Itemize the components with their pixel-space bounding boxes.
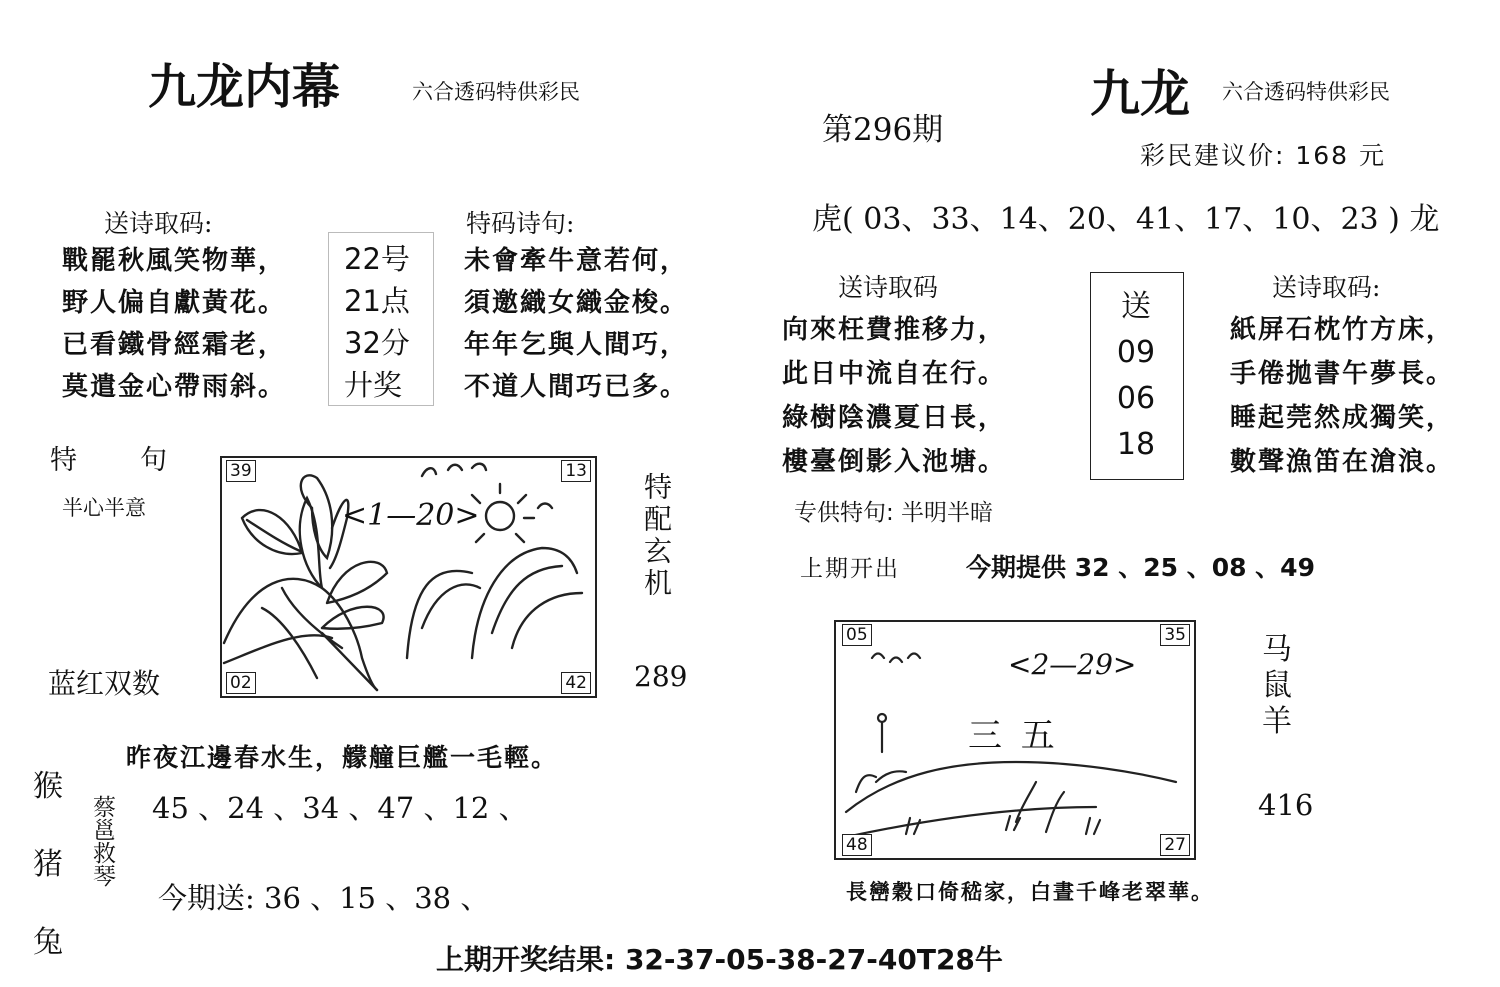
corner-br: 42 — [561, 672, 591, 694]
poem-line: 此日中流自在行。 — [782, 359, 1007, 389]
right-special: 专供特句: 半明半暗 — [794, 500, 994, 526]
poem-line: 手倦拋書午夢長。 — [1230, 359, 1455, 389]
left-title: 九龙内幕 — [148, 59, 341, 115]
zodiac-item: 羊 — [1262, 704, 1292, 739]
right-picture — [834, 620, 1196, 860]
send-list — [1090, 284, 1182, 468]
special-text: 半心半意 — [62, 496, 146, 520]
color-label: 蓝红双数 — [48, 667, 161, 700]
corner-bl: 48 — [842, 834, 872, 856]
left-subtitle: 六合透码特供彩民 — [412, 80, 580, 104]
footer-result: 上期开奖结果: 32-37-05-38-27-40T28牛 — [436, 943, 1003, 976]
right-poemB-heading: 送诗取码: — [1272, 273, 1381, 302]
corner-tr: 35 — [1160, 624, 1190, 646]
left-poem1 — [62, 240, 286, 408]
side-zodiac — [1262, 632, 1292, 740]
right-poemB — [1230, 308, 1454, 484]
provide: 今期提供 32 、25 、08 、49 — [966, 553, 1315, 582]
zodiac-line: 虎( 03、33、14、20、41、17、10、23 ) 龙 — [812, 202, 1440, 237]
send-item: 送 — [1121, 289, 1151, 324]
price: 彩民建议价: 168 元 — [1140, 141, 1387, 170]
pic-text: 三 五 — [968, 716, 1059, 756]
left-numbers2: 今期送: 36 、15 、38 、 — [158, 881, 490, 915]
send-item: 06 — [1116, 381, 1156, 416]
corner-br: 27 — [1160, 834, 1190, 856]
poem-line: 已看鐵骨經霜老， — [62, 330, 287, 360]
zodiac-item: 猴 — [33, 769, 63, 804]
poem-line: 向來枉費推移力， — [782, 315, 1007, 345]
left-poem2 — [464, 240, 688, 408]
issue-number: 第296期 — [822, 112, 944, 148]
poem-line: 須邀織女織金梭。 — [464, 288, 689, 318]
right-side-number: 416 — [1258, 788, 1314, 822]
poem-line: 樓臺倒影入池塘。 — [782, 447, 1007, 477]
left-poem1-heading: 送诗取码: — [104, 209, 213, 238]
right-poemA-heading: 送诗取码 — [838, 273, 939, 302]
poem-line: 野人偏自獻黃花。 — [62, 288, 287, 318]
hint-vertical: 蔡邕救琴 — [89, 795, 115, 887]
corner-tl: 05 — [842, 624, 872, 646]
zodiac-item: 马 — [1262, 632, 1292, 667]
right-poemA — [782, 308, 1006, 484]
zodiac-item: 兔 — [33, 925, 63, 960]
left-numbers1: 45 、24 、34 、47 、12 、 — [152, 791, 528, 825]
clue-list — [344, 238, 410, 406]
special-label: 特 句 — [50, 445, 185, 476]
plant-sketch — [222, 458, 595, 696]
pic-scribble: <2—29> — [1008, 648, 1137, 681]
poem-line: 紙屏石枕竹方床， — [1230, 315, 1455, 345]
poem-line: 莫遣金心帶雨斜。 — [62, 372, 287, 402]
zodiac-item: 鼠 — [1262, 668, 1292, 703]
side-vertical: 特配玄机 — [640, 472, 673, 600]
left-poem2-heading: 特码诗句: — [466, 209, 575, 238]
left-picture — [220, 456, 597, 698]
send-item: 09 — [1116, 335, 1156, 370]
poem-line: 戰罷秋風笑物華， — [62, 246, 287, 276]
poem-line: 年年乞與人間巧， — [464, 330, 689, 360]
poem-line: 不道人間巧已多。 — [464, 372, 689, 402]
poem-line: 未會牽牛意若何， — [464, 246, 689, 276]
right-subtitle: 六合透码特供彩民 — [1222, 80, 1390, 104]
zodiac-item: 猪 — [33, 847, 63, 882]
pic-scribble: <1—20> — [342, 498, 480, 533]
clue-item: 21点 — [344, 284, 410, 318]
left-side-number: 289 — [634, 660, 688, 693]
corner-tl: 39 — [226, 460, 256, 482]
left-poem-line: 昨夜江邊春水生，艨艟巨艦一毛輕。 — [126, 743, 559, 772]
clue-item: 22号 — [344, 242, 410, 276]
zodiac-vertical — [33, 748, 63, 982]
poem-line: 數聲漁笛在滄浪。 — [1230, 447, 1455, 477]
corner-bl: 02 — [226, 672, 256, 694]
clue-item: 廾奖 — [344, 368, 403, 402]
send-item: 18 — [1116, 427, 1156, 462]
corner-tr: 13 — [561, 460, 591, 482]
right-title: 九龙 — [1090, 64, 1190, 123]
poem-line: 睡起莞然成獨笑， — [1230, 403, 1455, 433]
right-poem-line: 長巒穀口倚嵇家，白晝千峰老翠華。 — [846, 879, 1214, 904]
last-label: 上期开出 — [800, 556, 900, 582]
poem-line: 綠樹陰濃夏日長， — [782, 403, 1007, 433]
clue-item: 32分 — [344, 326, 410, 360]
